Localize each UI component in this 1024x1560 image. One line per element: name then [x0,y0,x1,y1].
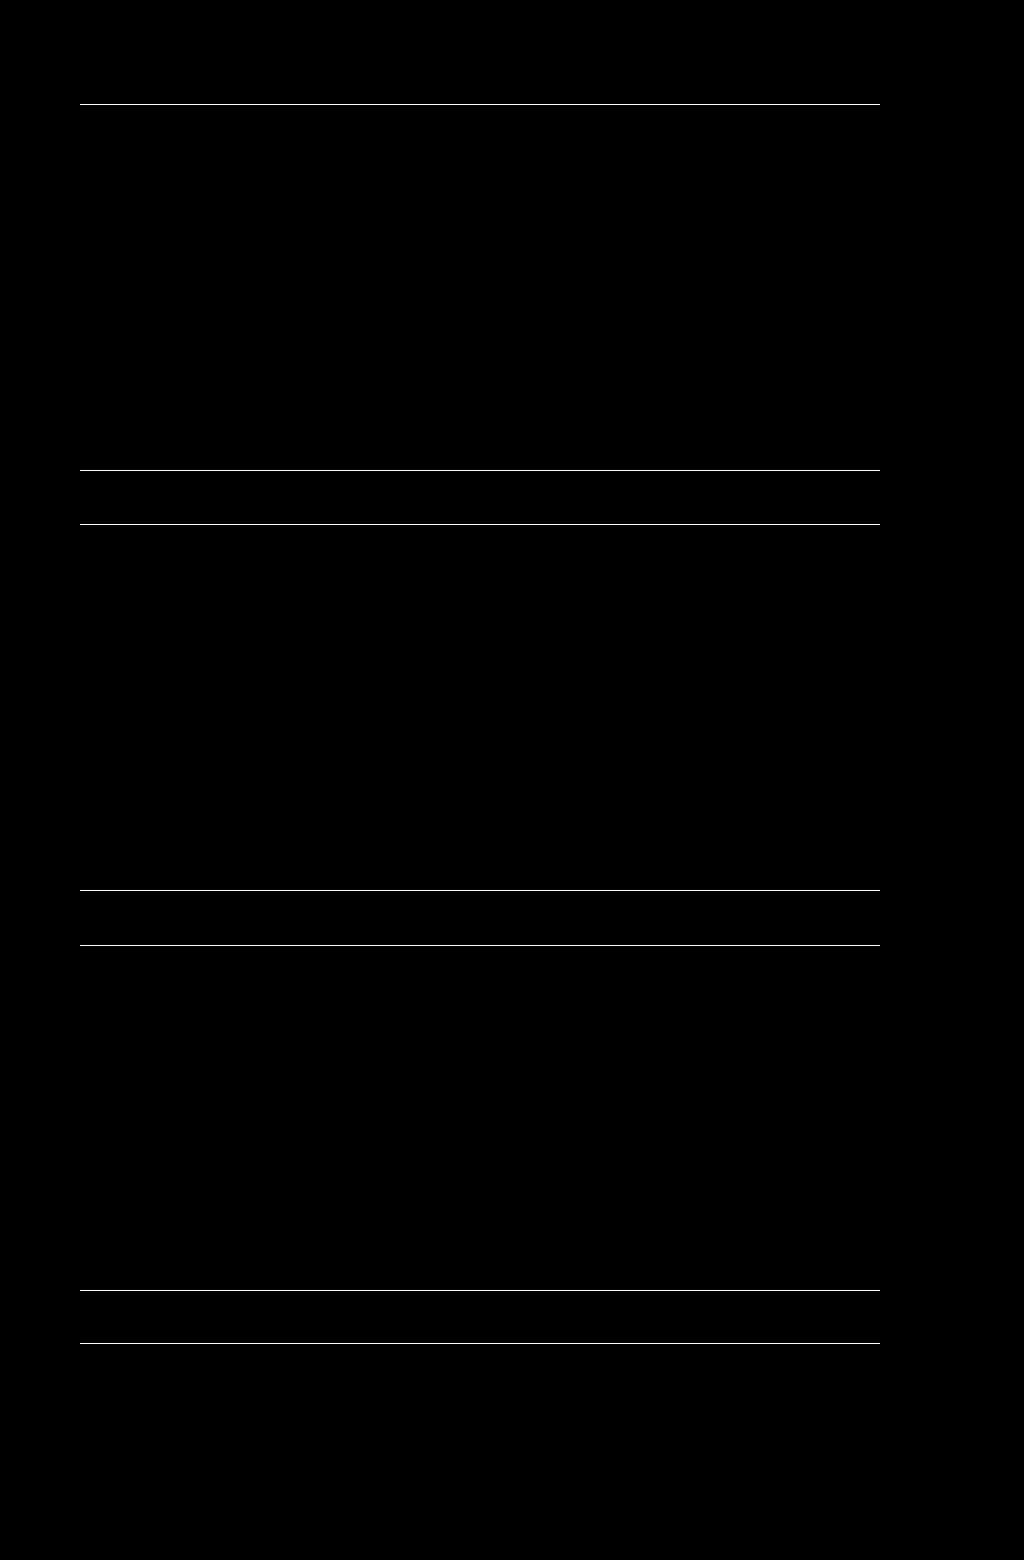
section-rule [80,1343,880,1344]
section-rule [80,524,880,525]
top-rule [80,104,880,105]
section-rule [80,890,880,891]
section-rule [80,1290,880,1291]
section-rule [80,945,880,946]
section-rule [80,470,880,471]
